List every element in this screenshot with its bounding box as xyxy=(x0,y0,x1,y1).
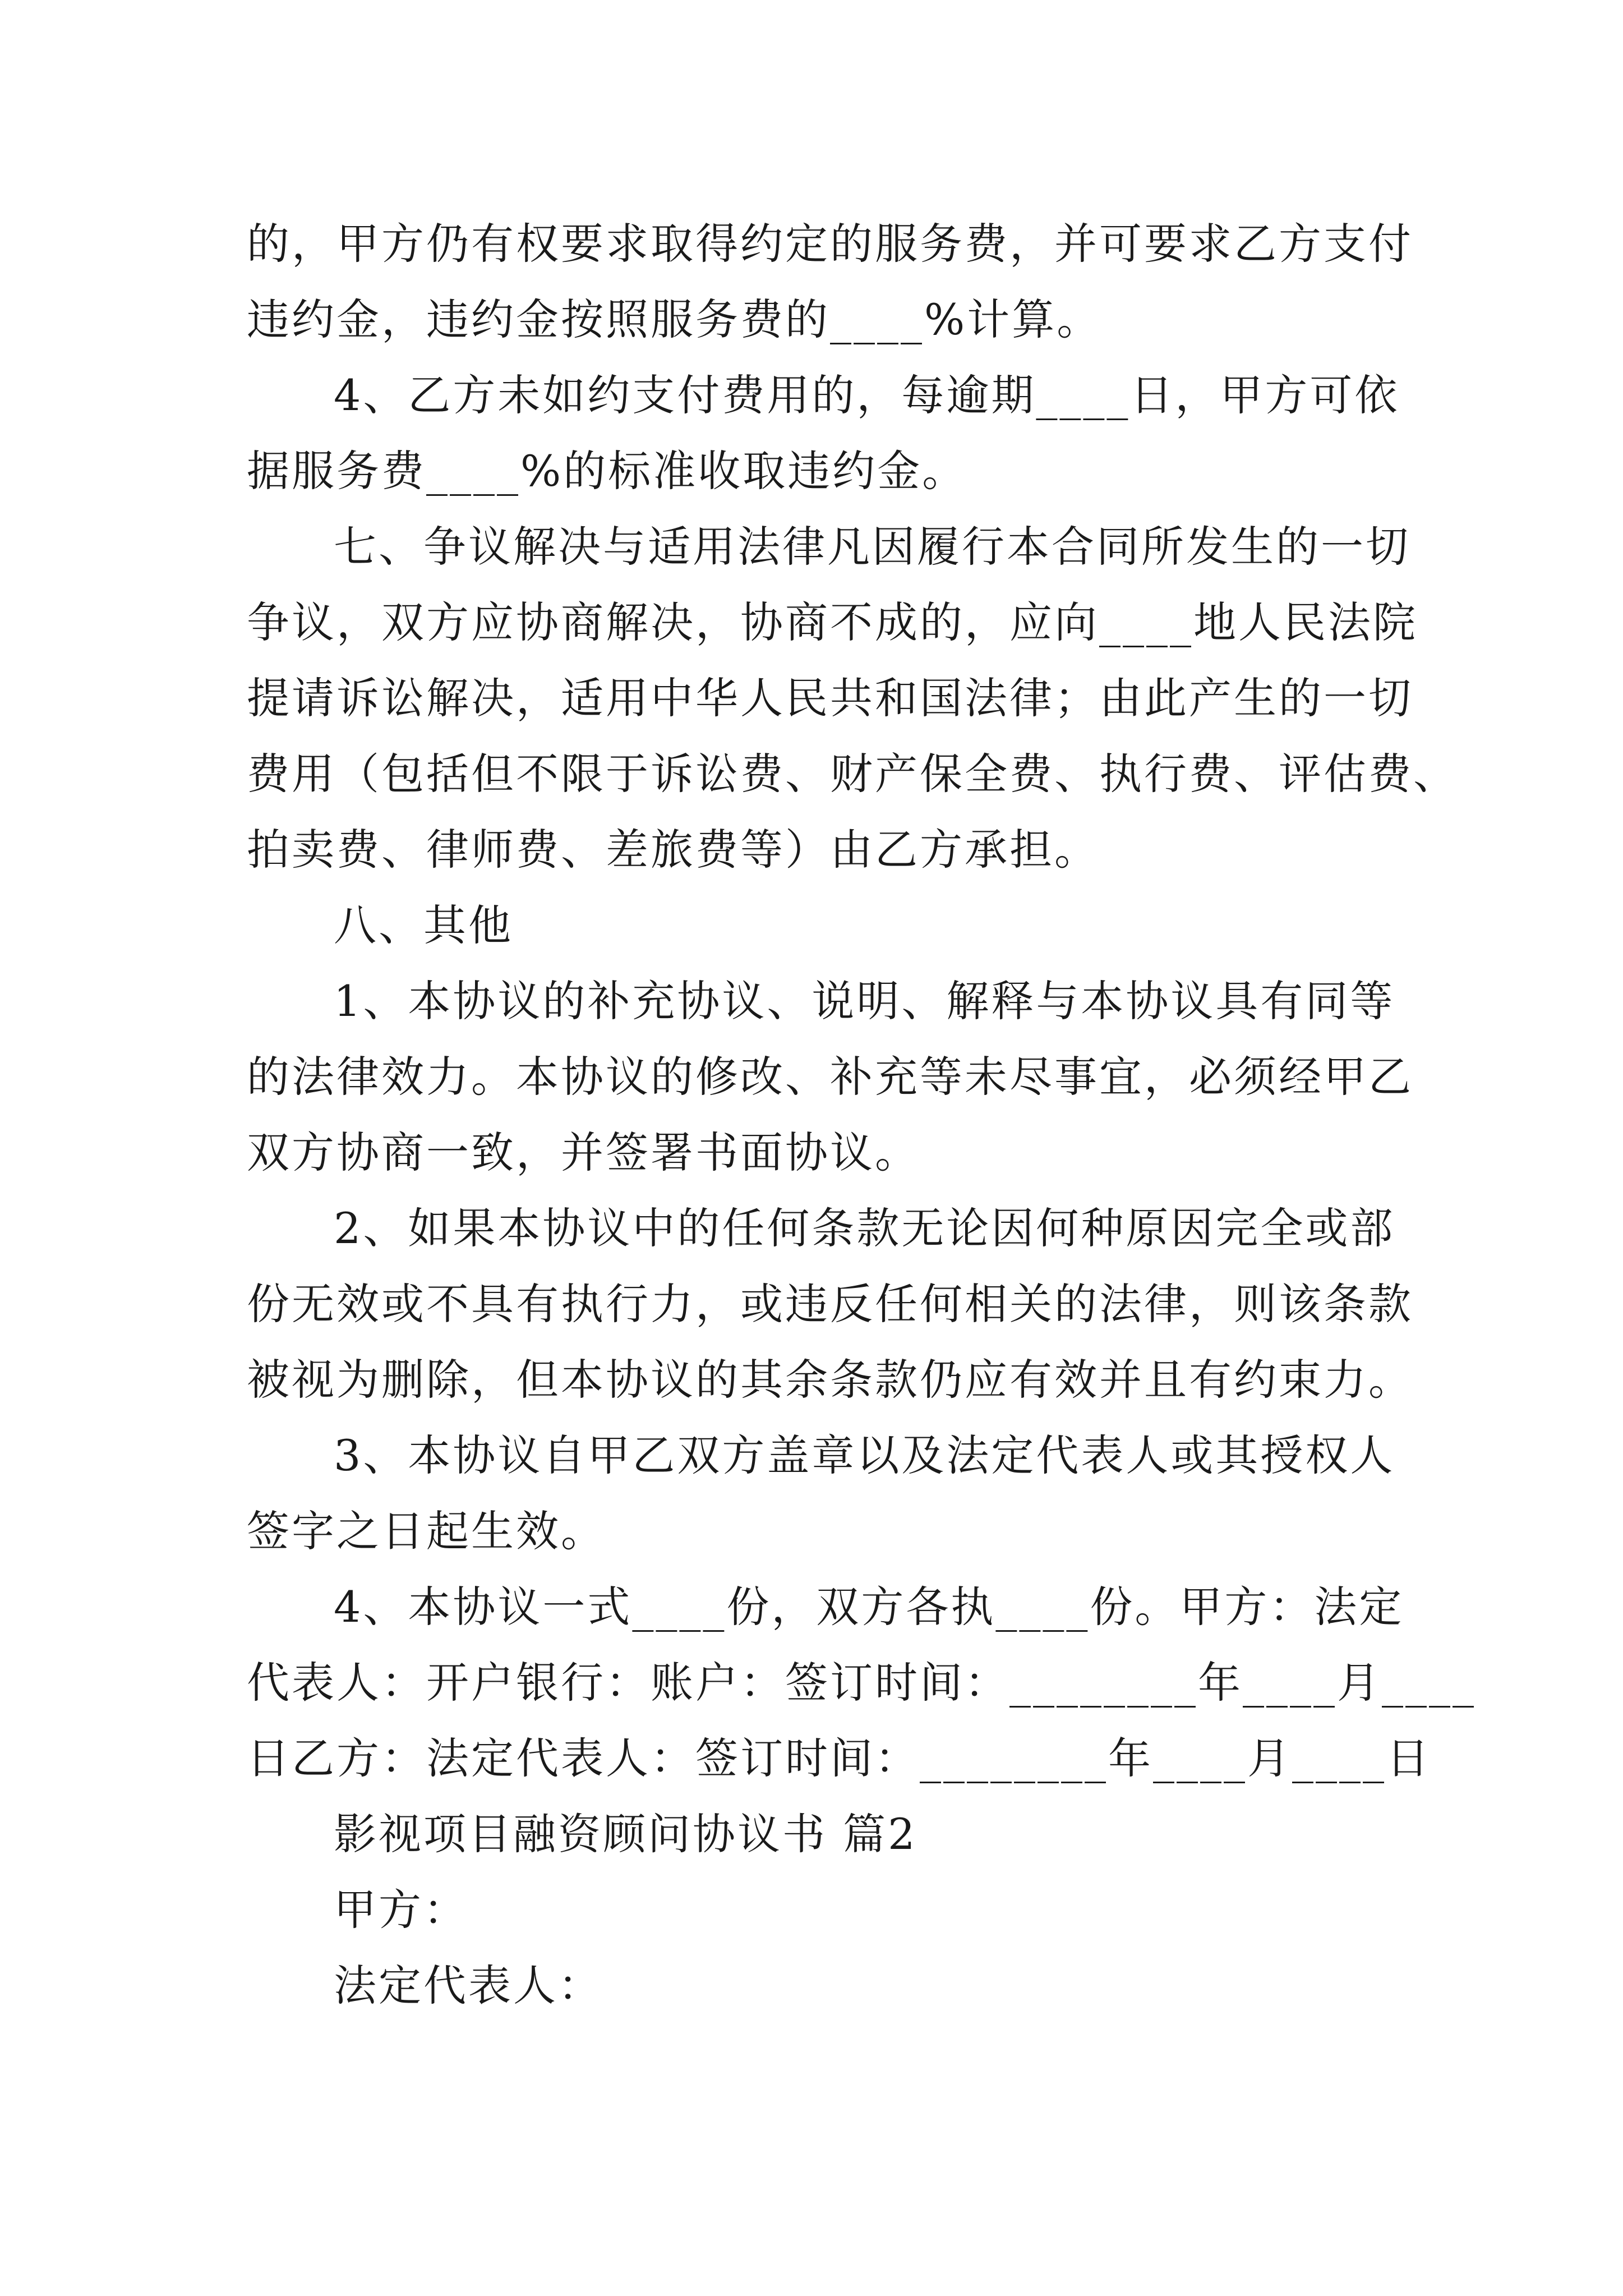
text-line: 争议，双方应协商解决，协商不成的，应向____地人民法院 xyxy=(247,597,1418,647)
text-line: 份无效或不具有执行力，或违反任何相关的法律，则该条款 xyxy=(247,1279,1413,1329)
text-line: 4、乙方未如约支付费用的，每逾期____日，甲方可依 xyxy=(334,370,1400,420)
text-line: 3、本协议自甲乙双方盖章以及法定代表人或其授权人 xyxy=(334,1430,1395,1480)
text-line: 双方协商一致，并签署书面协议。 xyxy=(247,1128,920,1177)
text-line: 的法律效力。本协议的修改、补充等未尽事宜，必须经甲乙 xyxy=(247,1052,1413,1102)
text-line: 被视为删除，但本协议的其余条款仍应有效并且有约束力。 xyxy=(247,1355,1413,1405)
party-a-label: 甲方： xyxy=(334,1885,468,1935)
text-line: 拍卖费、律师费、差旅费等）由乙方承担。 xyxy=(247,825,1099,875)
text-line: 签字之日起生效。 xyxy=(247,1506,606,1556)
text-line: 的，甲方仍有权要求取得约定的服务费，并可要求乙方支付 xyxy=(247,219,1413,269)
text-line: 提请诉讼解决，适用中华人民共和国法律；由此产生的一切 xyxy=(247,673,1413,723)
text-line: 日乙方：法定代表人：签订时间：________年____月____日 xyxy=(247,1733,1431,1783)
legal-representative-label: 法定代表人： xyxy=(334,1961,603,2010)
text-line: 代表人：开户银行：账户：签订时间：________年____月____ xyxy=(247,1658,1476,1708)
section-heading: 八、其他 xyxy=(334,900,513,950)
document-title: 影视项目融资顾问协议书 篇2 xyxy=(334,1809,917,1859)
section-heading: 七、争议解决与适用法律凡因履行本合同所发生的一切 xyxy=(334,522,1410,572)
text-line: 1、本协议的补充协议、说明、解释与本协议具有同等 xyxy=(334,976,1395,1026)
text-line: 违约金，违约金按照服务费的____%计算。 xyxy=(247,295,1102,344)
text-line: 费用（包括但不限于诉讼费、财产保全费、执行费、评估费、 xyxy=(247,749,1458,799)
text-line: 2、如果本协议中的任何条款无论因何种原因完全或部 xyxy=(334,1203,1395,1253)
text-line: 4、本协议一式____份，双方各执____份。甲方：法定 xyxy=(334,1582,1404,1632)
text-line: 据服务费____%的标准收取违约金。 xyxy=(247,446,967,496)
